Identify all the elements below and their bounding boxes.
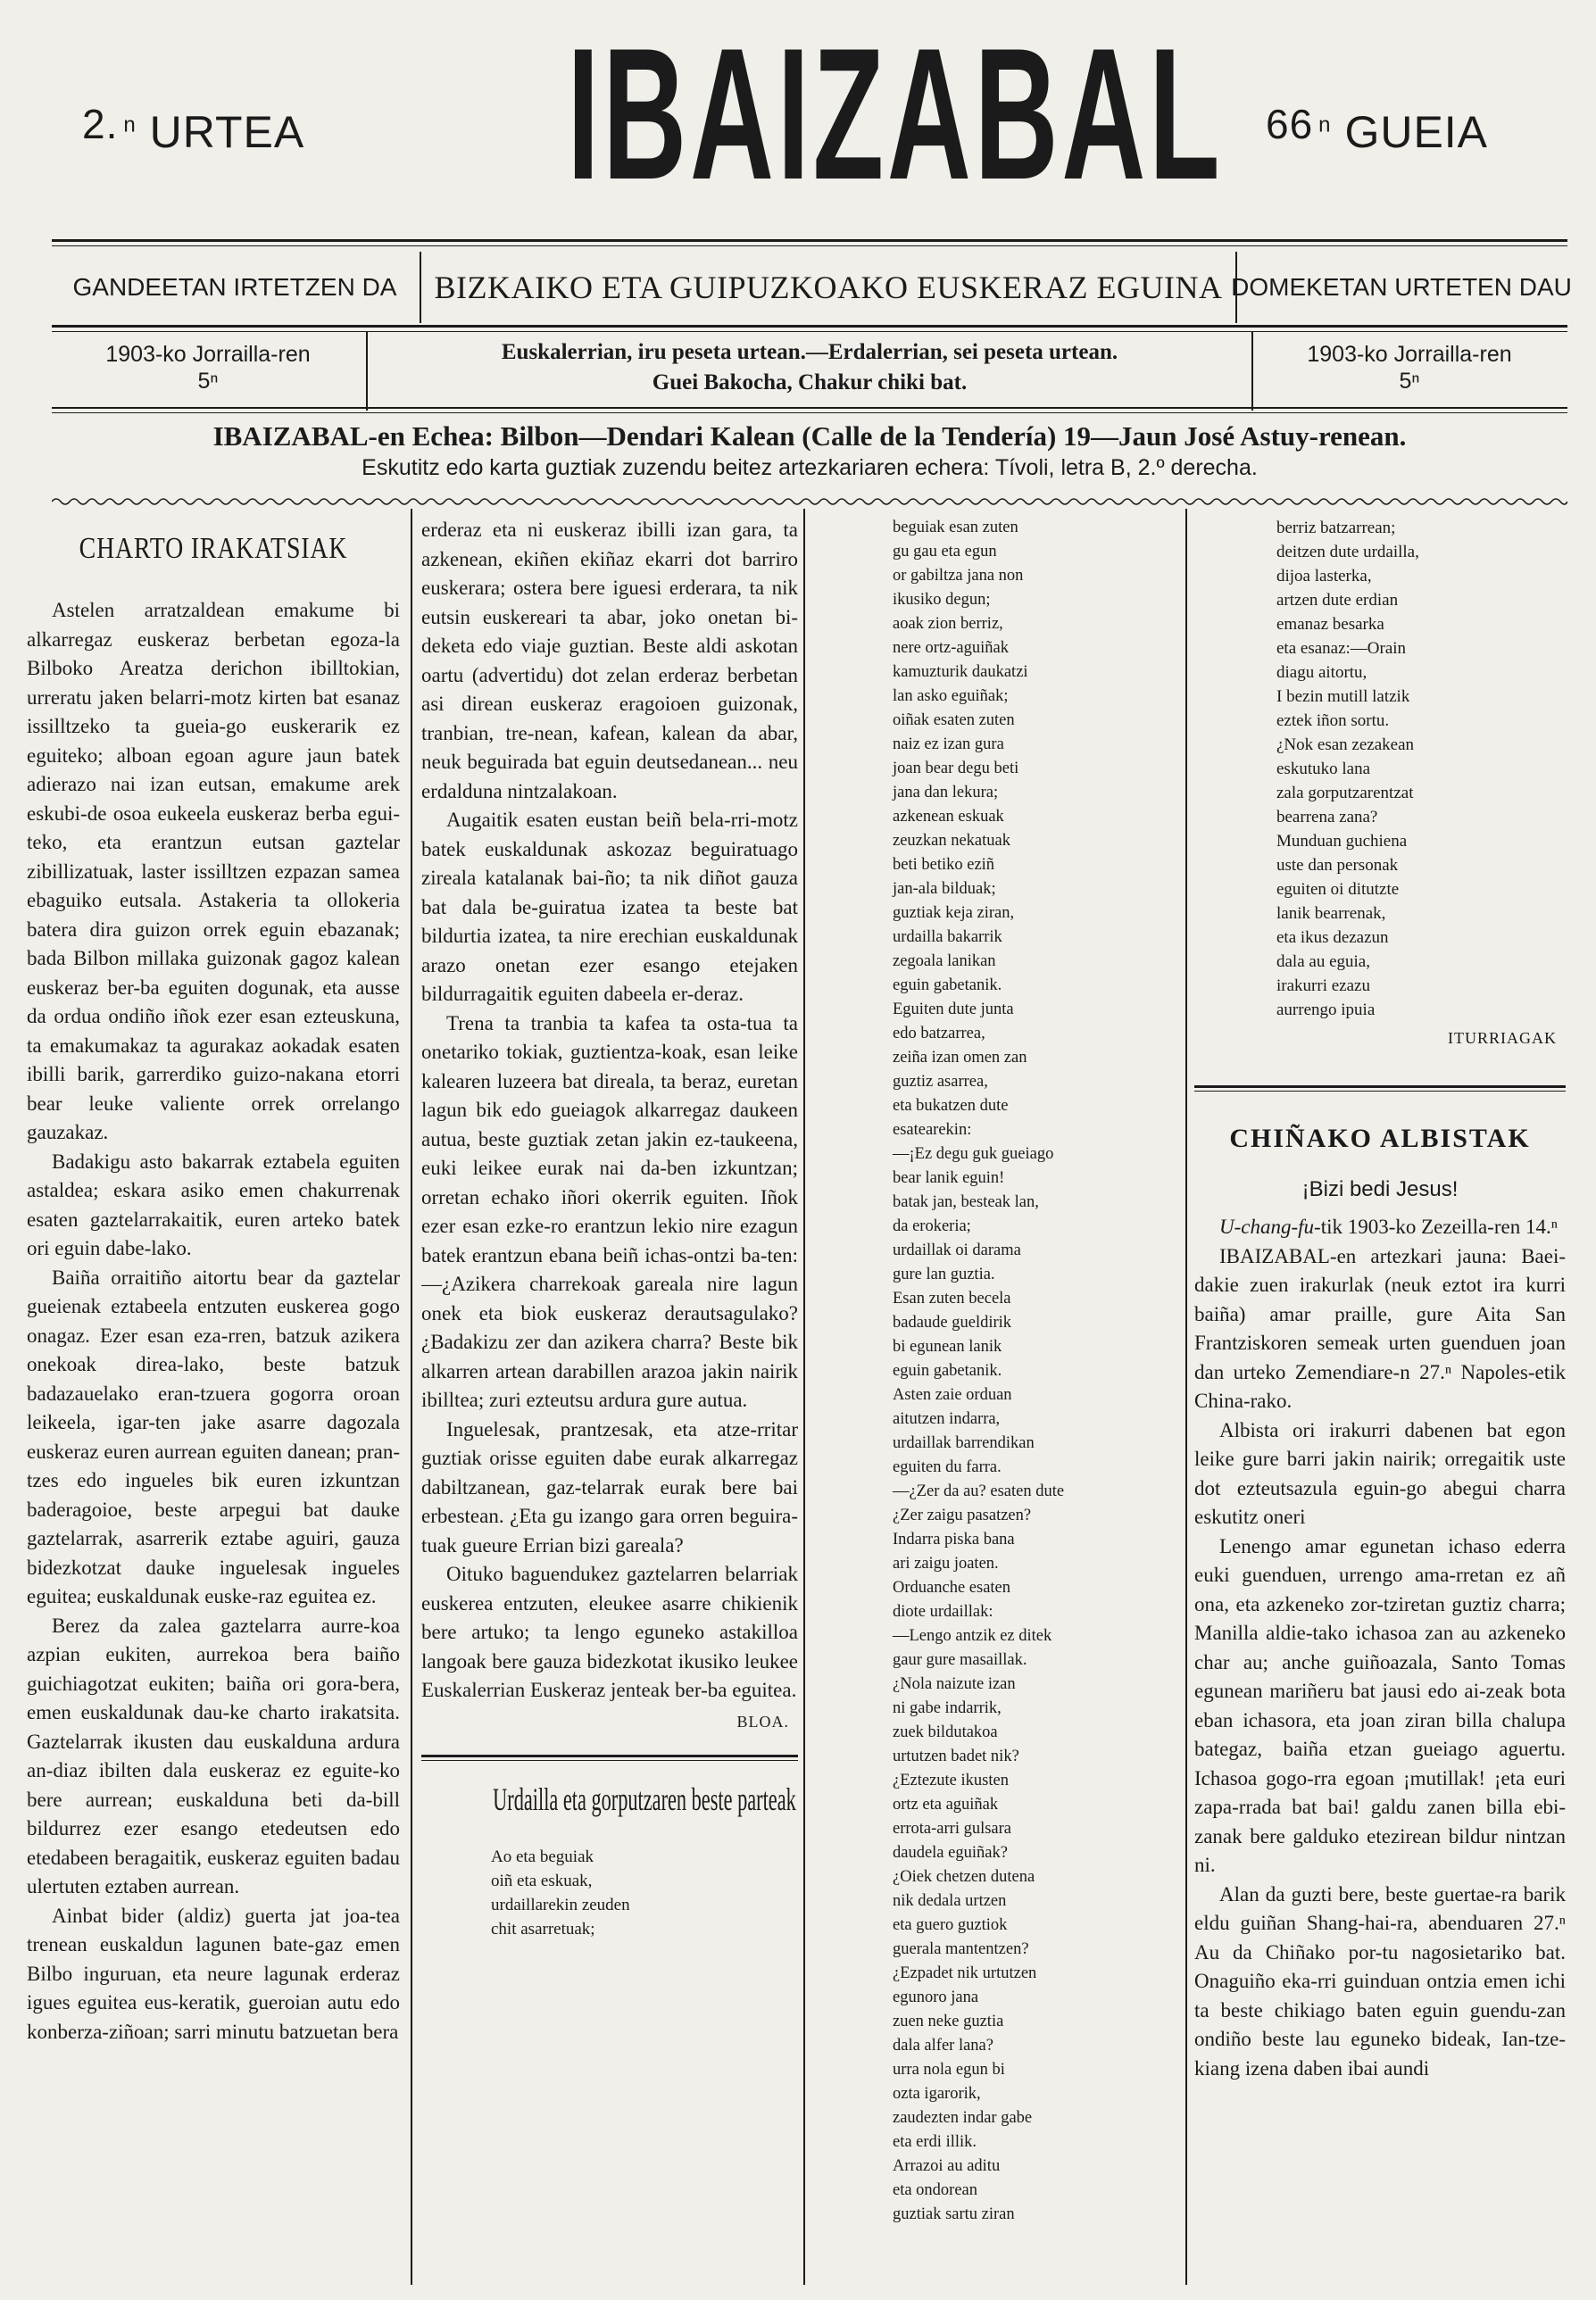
column-2 (421, 516, 798, 2283)
poem-line: urra nola egun bi (893, 2061, 1005, 2079)
year-superscript: n (123, 112, 137, 137)
paragraph: Ainbat bider (aldiz) guerta jat joa-tea trenean euskaldun lagunen bate-gaz emen Bilbo inguruan, eta neure lagunak erderaz igues eguitea eus-keratik, gueroian autu edo konberza-ziñoan; sarri minutu batzuetan bera (27, 1904, 400, 2043)
address-block (52, 419, 1567, 482)
poem-line: ozta igarorik, (893, 2085, 981, 2103)
poem-line: zeuzkan nekatuak (893, 832, 1010, 850)
poem-line: badaude gueldirik (893, 1314, 1012, 1332)
poem-line: aoak zion berriz, (893, 615, 1003, 633)
column-3 (812, 516, 1178, 2283)
poem-line: lanik bearrenak, (1276, 904, 1386, 923)
info-band-top (52, 252, 1572, 323)
poem-line: eguin gabetanik. (893, 1362, 1002, 1380)
column-1 (27, 516, 400, 2283)
poem-line: ortz eta aguiñak (893, 1796, 999, 1814)
poem-line: azkenean eskuak (893, 808, 1004, 826)
poem-line: zaudezten indar gabe (893, 2109, 1033, 2127)
poem-line: urdailla bakarrik (893, 928, 1002, 946)
dateline-date: -tik 1903-ko Zezeilla-ren 14.ⁿ (1314, 1216, 1558, 1238)
poem-line: joan bear degu beti (893, 760, 1019, 777)
poem-line: bearrena zana? (1276, 808, 1378, 826)
masthead (0, 0, 1596, 223)
date-right-line2: 5ⁿ (1399, 369, 1420, 394)
poem-line: da erokeria; (893, 1217, 971, 1235)
poem-line: beti betiko eziñ (893, 856, 995, 874)
column-rule-2 (803, 509, 805, 2285)
paragraph: Badakigu asto bakarrak eztabela eguiten astaldea; eskara asiko emen chakurrenak esaten gaztelarrakaitik, euren arteko batek ori eguin dabe-lako. (27, 1150, 400, 1259)
paragraph: Albista ori irakurri dabenen bat egon leike gure barri jakin nairik; orregaitik uste dot ezteutsazula eguin-go abegui charra eskutitz oneri (1194, 1418, 1566, 1528)
poem-line: artzen dute erdian (1276, 591, 1399, 610)
poem-line: Esan zuten becela (893, 1290, 1011, 1308)
newspaper-title: IBAIZABAL (567, 9, 1224, 219)
poem-line: dijoa lasterka, (1276, 567, 1372, 585)
paragraph: IBAIZABAL-en artezkari jauna: Baei-dakie zuen irakurlak (neuk eztot ira kurri baiña) amar praille, gure Aita San Frantziskoren semeak urten guenduen joan dan urteko Zemendiare-n 27.ⁿ Napoles-etik China-rako. (1194, 1244, 1566, 1412)
column-rule-1 (411, 509, 412, 2285)
poem-line: zeiña izan omen zan (893, 1049, 1027, 1067)
poem-urdailla-end (1194, 516, 1566, 1022)
year-number: 2. (82, 101, 119, 147)
poem-line: eta bukatzen dute (893, 1097, 1009, 1115)
article-separator (1194, 1085, 1566, 1092)
poem-line: edo batzarrea, (893, 1025, 985, 1042)
single-issue-price: Guei Bakocha, Chakur chiki bat. (652, 370, 968, 394)
poem-line: ikusiko degun; (893, 591, 991, 609)
poem-urdailla-middle (812, 516, 1178, 2227)
publication-note-left: GANDEETAN IRTETZEN DA (72, 273, 397, 301)
poem-line: batak jan, besteak lan, (893, 1193, 1039, 1211)
article-separator (421, 1755, 798, 1761)
dateline (1194, 1213, 1566, 1242)
year-label (82, 100, 304, 158)
poem-line: beguiak esan zuten (893, 519, 1018, 536)
poem-line: urdaillak barrendikan (893, 1434, 1035, 1452)
poem-line: naiz ez izan gura (893, 735, 1004, 753)
column-4 (1194, 516, 1566, 2283)
poem-line: —¿Zer da au? esaten dute (893, 1482, 1065, 1500)
author-signature-iturriagak: ITURRIAGAK (1448, 1029, 1557, 1047)
poem-line: lan asko eguiñak; (893, 687, 1009, 705)
date-right-line1: 1903-ko Jorrailla-ren (1307, 342, 1512, 367)
poem-line: chit asarretuak; (491, 1919, 595, 1939)
date-left (52, 332, 364, 414)
poem-line: Orduanche esaten (893, 1579, 1011, 1597)
article-title-charto: CHARTO IRAKATSIAK (79, 532, 348, 565)
subscription-prices: Euskalerrian, iru peseta urtean.—Erdalerrian, sei peseta urtean. (501, 340, 1118, 364)
column-rule-3 (1185, 509, 1187, 2285)
poem-line: I bezin mutill latzik (1276, 687, 1410, 706)
poem-line: zuek bildutakoa (893, 1723, 998, 1741)
poem-line: urtutzen badet nik? (893, 1748, 1019, 1765)
poem-line: jana dan lekura; (893, 784, 999, 801)
issue-superscript: n (1318, 112, 1332, 137)
poem-line: diote urdaillak: (893, 1603, 993, 1621)
article-title-chinako: CHIÑAKO ALBISTAK (1229, 1124, 1531, 1153)
issue-number: 66 (1266, 101, 1314, 147)
poem-line: or gabiltza jana non (893, 567, 1024, 585)
publication-subtitle: BIZKAIKO ETA GUIPUZKOAKO EUSKERAZ EGUINA (420, 252, 1237, 323)
article-body-chinako (1194, 1213, 1566, 2083)
date-right (1251, 332, 1567, 414)
poem-line: oiñ eta eskuak, (491, 1871, 593, 1890)
poem-line: guerala mantentzen? (893, 1940, 1029, 1958)
poem-line: Eguiten dute junta (893, 1001, 1014, 1018)
poem-line: gure lan guztia. (893, 1266, 995, 1283)
issue-word: GUEIA (1344, 107, 1489, 157)
paragraph: Trena ta tranbia ta kafea ta osta-tua ta onetariko tokiak, guztientza-koak, esan leike kalearen luzeera bat direala, ta beraz, euretan lagun bik edo gueiagok alkarregaz daukeen autua, beste guztiak zetan jakin ez-taukeena, euki leikee eurak nai da-ben izkuntzan; orretan echako iñori okerrik eguiten. Iñok ezer esan ezke-ro erantzun lekio nire ezagun batek erantzun ebana beiñ ichas-ontzi ba-ten:—¿Azikera charrekoak gareala nire lagun onek eta biok euskeraz derautsagulako? ¿Badakizu zer dan azikera charra? Beste bik alkarren artean darabillen arazoa jakin nairik ibilltea; zuri ezteutsu ardura gure autua. (421, 1011, 798, 1411)
poem-line: diagu aitortu, (1276, 663, 1367, 682)
poem-line: eta ikus dezazun (1276, 928, 1389, 947)
paragraph: Lenengo amar egunetan ichaso ederra euki guenduen, urrengo ama-rretan ez añ ona, eta azkeneko zor-tziretan guztiz charra; Manilla aldie-tako ichasoa zan au azkeneko char au; anche guiñoazala, Santo Tomas egunean mariñeru bat jausi edo ai-zeak bota eban ichasora, eta joan ziran billa chalupa bategaz, baiña etzan gueiago aguertu. Ichasoa gogo-rra egoan ¡mutillak! ¡eta euri zapa-rrada bat bai! galdu zanen billa ebi-zanak bere galduko etezirean bildur nintzan ni. (1194, 1534, 1566, 1876)
poem-line: daudela eguiñak? (893, 1844, 1008, 1862)
poem-line: bear lanik eguin! (893, 1169, 1005, 1187)
dateline-place: U-chang-fu (1219, 1216, 1315, 1238)
poem-line: kamuzturik daukatzi (893, 663, 1028, 681)
article-body-charto (27, 596, 400, 2047)
poem-line: ni gabe indarrik, (893, 1699, 1002, 1717)
poem-line: eta erdi illik. (893, 2133, 977, 2151)
info-band-bottom (52, 332, 1567, 405)
poem-line: emanaz besarka (1276, 615, 1384, 634)
issue-label (1266, 100, 1488, 158)
poem-line: berriz batzarrean; (1276, 519, 1396, 537)
poem-title-urdailla: Urdailla eta gorputzaren beste parteak (493, 1781, 796, 1817)
poem-line: eta esanaz:—Orain (1276, 639, 1407, 658)
date-left-line2: 5ⁿ (197, 369, 219, 394)
poem-line: eguiten du farra. (893, 1458, 1002, 1476)
poem-line: eta guero guztiok (893, 1916, 1008, 1934)
poem-line: eztek iñon sortu. (1276, 711, 1390, 730)
poem-line: ¿Ezpadet nik urtutzen (893, 1964, 1037, 1982)
article-body-continued (421, 516, 798, 1706)
wavy-divider (52, 496, 1567, 507)
poem-line: —Lengo antzik ez ditek (893, 1627, 1052, 1645)
paragraph: Augaitik esaten eustan beiñ bela-rri-motz batek euskaldunak askozaz beguiratuago zireala katalanak bai-ño; ta nik diñot gauza bat dala be-guiratua izatea ta beste bat bildurtia izatea, ta nire erechian euskaldunak arazo onetan ezer esango etejaken bildurragaitik eguiten dabeela er-deraz. (421, 809, 798, 1005)
poem-line: urdaillarekin zeuden (491, 1895, 630, 1914)
poem-line: jan-ala bilduak; (893, 880, 996, 898)
date-left-line1: 1903-ko Jorrailla-ren (105, 342, 311, 367)
author-signature-bloa: BLOA. (736, 1712, 789, 1731)
poem-line: zala gorputzarentzat (1276, 784, 1414, 802)
poem-line: egunoro jana (893, 1989, 979, 2006)
poem-line: ari zaigu joaten. (893, 1555, 999, 1573)
article-subtitle: ¡Bizi bedi Jesus! (1301, 1177, 1459, 1201)
poem-line: guztiak keja ziran, (893, 904, 1015, 922)
poem-line: nik dedala urtzen (893, 1892, 1007, 1910)
publication-note-right: DOMEKETAN URTETEN DAU (1231, 273, 1572, 301)
poem-line: eguiten oi ditutzte (1276, 880, 1400, 899)
subscription-info (366, 332, 1253, 411)
poem-line: aurrengo ipuia (1276, 1001, 1376, 1019)
poem-line: eta ondorean (893, 2181, 978, 2199)
office-address: IBAIZABAL-en Echea: Bilbon—Dendari Kalean (Calle de la Tendería) 19—Jaun José Astuy-renean. (212, 420, 1407, 452)
paragraph: erderaz eta ni euskeraz ibilli izan gara, ta azkenean, ekiñen ekiñaz ekarri dot barriro euskerara; ostera bere iguesi erderara, ta nik eutsin euskereari ta abar, joko onetan bi-deketa edo viaje guztian. Beste aldi askotan oartu (advertidu) dot zelan erderaz berbetan asi direan euskeraz eragoioen guizonak, tranbian, tre-nean, kafean, kalean da abar, neuk beguirada bat eguin deutsedanean... neu erdalduna nintzalakoan. (421, 519, 798, 802)
poem-line: Ao eta beguiak (491, 1847, 594, 1866)
poem-line: gaur gure masaillak. (893, 1651, 1027, 1669)
poem-line: zegoala lanikan (893, 952, 996, 970)
paragraph: Alan da guzti bere, beste guertae-ra barik eldu guiñan Shang-hai-ra, abenduaren 27.ⁿ Au da Chiñako por-tu nagosietariko bat. Onaguiño eka-rri guinduan ontzia emen ichi ta beste chikiago baten eguin guendu-zan ondiño beste lau eguneko bideak, Ian-tze-kiang izena daben ibai aundi (1194, 1882, 1566, 2080)
poem-line: eguin gabetanik. (893, 976, 1002, 994)
poem-line: ¿Zer zaigu pasatzen? (893, 1507, 1032, 1524)
poem-line: ¿Nola naizute izan (893, 1675, 1016, 1693)
poem-line: zuen neke guztia (893, 2013, 1004, 2030)
paragraph: Inguelesak, prantzesak, eta atze-rritar guztiak orisse eguiten dabe eurak alkarregaz dabiltzanean, gaz-telarrak eurak bere bai erbestean. ¿Eta gu izango gara orren beguira-tuak gueure Errian bizi gareala? (421, 1417, 798, 1557)
poem-line: urdaillak oi darama (893, 1241, 1021, 1259)
poem-line: Asten zaie orduan (893, 1386, 1012, 1404)
poem-line: ¿Oiek chetzen dutena (893, 1868, 1035, 1886)
poem-line: dala au eguia, (1276, 952, 1370, 971)
correspondence-address: Eskutitz edo karta guztiak zuzendu beitez artezkariaren echera: Tívoli, letra B, 2.º derecha. (362, 455, 1258, 480)
poem-line: deitzen dute urdailla, (1276, 543, 1419, 561)
poem-line: errota-arri gulsara (893, 1820, 1012, 1838)
poem-urdailla-start (421, 1845, 798, 1941)
poem-line: aitutzen indarra, (893, 1410, 1001, 1428)
poem-line: uste dan personak (1276, 856, 1399, 875)
poem-line: esatearekin: (893, 1121, 972, 1139)
poem-line: Arrazoi au aditu (893, 2157, 1001, 2175)
poem-line: Indarra piska bana (893, 1531, 1015, 1549)
paragraph: Berez da zalea gaztelarra aurre-koa azpian eukiten, aurrekoa bera baiño guichiagotzat eukiten; baiña ori gora-bera, emen euskaldunak dau-ke charto irakatsita. Gaztelarrak ikusten dau euskalduna ardura an-diaz ibilten dala euskeraz ez eguite-ko bere aurrean; euskalduna beti da-bill bildurrez ezer esango etedeutsen edo etedabeen beragaitik, euskeraz eguiten badau ulertuten eztaben aurrean. (27, 1614, 400, 1897)
poem-line: guztiak sartu ziran (893, 2205, 1015, 2223)
poem-line: nere ortz-aguiñak (893, 639, 1009, 657)
poem-line: Munduan guchiena (1276, 832, 1408, 851)
masthead-rule (52, 239, 1567, 246)
address-rule (52, 407, 1567, 413)
paragraph: Oituko baguendukez gaztelarren belarriak euskerea entzuten, eleukee asarre chikienik bere artuko; ta lengo eguneko astakilloa langoak bere gauza bidezkotat ikusiko leukee Euskalerrian Euskeraz jenteak ber-ba eguitea. (421, 1563, 798, 1701)
poem-line: ¿Eztezute ikusten (893, 1772, 1009, 1789)
poem-line: guztiz asarrea, (893, 1073, 988, 1091)
band-rule (52, 325, 1567, 332)
poem-line: bi egunean lanik (893, 1338, 1002, 1356)
paragraph: Baiña orraitiño aitortu bear da gaztelar gueienak eztabeela entzuten euskerea gogo onagaz. Ezer esan eza-rren, batzuk azikera onekoak direa-lako, beste batzuk badazauelako eran-tzuera gogorra oroan leikeela, igar-ten jake asarre dagozala euskeraz euren aurrean eguiten danean; pran-tzes edo ingueles bik euren izkuntzan baderagoioe, beste arpegui bat dauke gaztelarrak, asarrerik eztabe aguiri, gauza bidezkotzat dauke inguelesak ingueles eguitea; euskaldunak euske-raz eguitea ez. (27, 1266, 400, 1607)
poem-line: irakurri ezazu (1276, 976, 1370, 995)
paragraph: Astelen arratzaldean emakume bi alkarregaz euskeraz berbetan egoza-la Bilboko Areatza derichon ibilltokian, urreratu jaken belarri-motz kirten bat esanaz issilltzeko ta gueia-go euskerarik ez eguiteko; alboan egoan agure jaun batek adierazo nai izan eutsan, emakume arek eskubi-de osoa eukeela euskeraz berba egui-teko, eta erantzun eutsan gaztelar zibillizatuak, laster issilltzen ezpazan samea ebaguiko eutsala. Astakeria ta ollokeria batera dira guizon orrek eguin ebazanak; bada Bilbon millaka guizonak gagoz kalean euskeraz ber-ba eguiten dogunak, eta ausse da ordua ondiño iñok ezer esan ezteuskuna, ta emakumakaz ta agurakaz aokadak esaten ibilli barik, garrerdiko guizo-nakana etorri bear leuke valiente orrek orrelango gauzakaz. (27, 599, 400, 1143)
poem-line: gu gau eta egun (893, 543, 997, 560)
year-word: URTEA (149, 107, 305, 157)
poem-line: eskutuko lana (1276, 760, 1371, 778)
poem-line: oiñak esaten zuten (893, 711, 1015, 729)
poem-line: dala alfer lana? (893, 2037, 993, 2055)
poem-line: —¡Ez degu guk gueiago (893, 1145, 1054, 1163)
poem-line: ¿Nok esan zezakean (1276, 735, 1415, 754)
